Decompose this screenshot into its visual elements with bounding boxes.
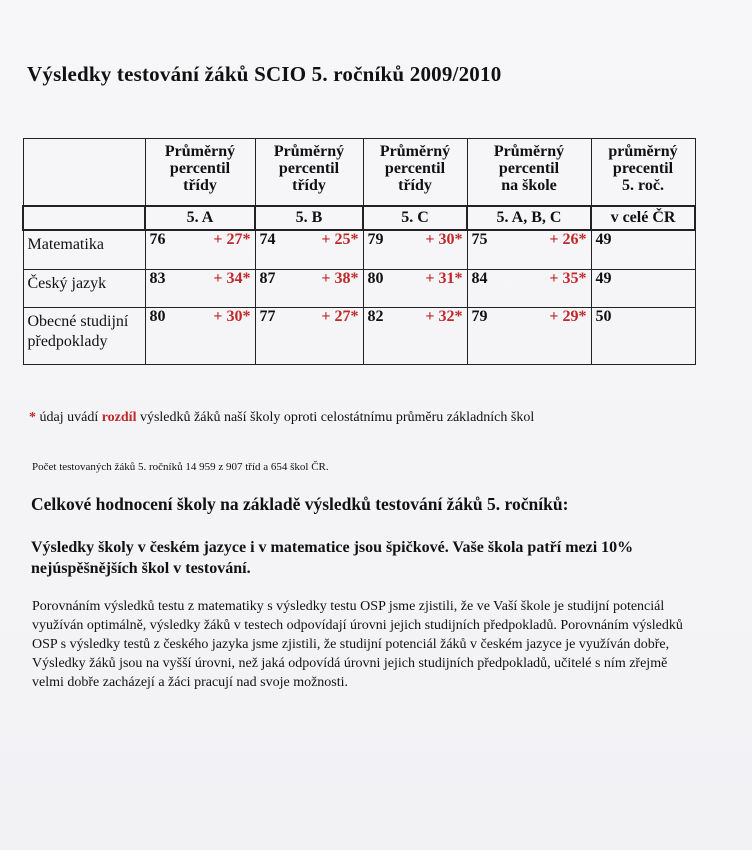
value-cell (363, 308, 467, 365)
tested-count-text: Počet testovaných žáků 5. ročníků 14 959 z 907 tříd a 654 škol ČR. (32, 461, 329, 473)
header-cell-cr (591, 139, 695, 207)
difference-value: + 26* (549, 231, 587, 248)
table-header-row (23, 139, 695, 207)
value-cell (467, 230, 591, 270)
table-row-matematika (23, 230, 695, 270)
percentile-value: 82 (367, 308, 384, 325)
percentile-value: 77 (259, 308, 276, 325)
header-line: percentil (384, 160, 446, 177)
difference-value: + 32* (425, 308, 463, 325)
header-line: Průměrný (493, 143, 565, 160)
table-row-osp (23, 308, 695, 365)
header-cell-school (467, 139, 591, 207)
value-cell (255, 308, 363, 365)
header-line: průměrný (608, 143, 678, 160)
header-line: třídy (292, 177, 326, 194)
paragraph-text: Porovnáním výsledků testu z matematiky s výsledky testu OSP jsme zjistili, že ve Vaší škole je studijní potenciál využíván optimálně, výsledky žáků v testech odpovídají úrovni jejich studijních předpokladů. Porovnáním výsledků OSP s výsledky testů z českého jazyka jsme zjistili, že studijní potenciál žáků v českém jazyce je využíván dobře, Výsledky žáků jsou na vyšší úrovni, než jaká odpovídá úrovni jejich studijních předpokladů, učitelé s ním zřejmě velmi dobře zacházejí a žáci pracují nad svoje možnosti. (32, 599, 683, 690)
class-label: v celé ČR (591, 206, 695, 230)
value-cell (145, 308, 255, 365)
value-cell (591, 230, 695, 270)
percentile-value: 84 (471, 270, 488, 287)
header-line: třídy (398, 177, 432, 194)
header-line: Průměrný (379, 143, 451, 160)
value-cell (145, 230, 255, 270)
difference-value: + 38* (321, 270, 359, 287)
percentile-value: 79 (471, 308, 488, 325)
evaluation-subheading: Výsledky školy v českém jazyce i v matematice jsou špičkové. Vaše škola patří mezi 10% nejúspěšnějších škol v testování. (31, 539, 634, 577)
subject-label: Český jazyk (23, 270, 145, 308)
difference-value: + 30* (425, 231, 463, 248)
percentile-value: 83 (149, 270, 166, 287)
percentile-value: 87 (259, 270, 276, 287)
footnote-highlight: rozdíl (101, 410, 137, 425)
value-cell (591, 270, 695, 308)
value-cell (467, 270, 591, 308)
difference-value: + 31* (425, 270, 463, 287)
page-title: Výsledky testování žáků SCIO 5. ročníků 2009/2010 (27, 62, 502, 86)
class-empty-cell (23, 206, 145, 230)
percentile-value: 80 (149, 308, 166, 325)
difference-value: + 30* (213, 308, 251, 325)
value-cell (145, 270, 255, 308)
header-cell-5b (255, 139, 363, 207)
header-line: percentil (498, 160, 560, 177)
class-label: 5. B (255, 206, 363, 230)
percentile-value: 75 (471, 231, 488, 248)
difference-value: + 27* (321, 308, 359, 325)
value-cell (363, 270, 467, 308)
class-label: 5. C (363, 206, 467, 230)
percentile-value: 79 (367, 231, 384, 248)
value-cell (591, 308, 695, 365)
header-line: Průměrný (273, 143, 345, 160)
percentile-value: 49 (595, 270, 612, 287)
difference-value: + 34* (213, 270, 251, 287)
header-line: precentil (612, 160, 674, 177)
value-cell (255, 230, 363, 270)
percentile-value: 80 (367, 270, 384, 287)
footnote-star: * (29, 410, 36, 425)
header-cell-5a (145, 139, 255, 207)
table-row-cesky-jazyk (23, 270, 695, 308)
value-cell (363, 230, 467, 270)
header-line: třídy (183, 177, 217, 194)
subject-label: Obecné studijní předpoklady (23, 308, 145, 365)
difference-value: + 35* (549, 270, 587, 287)
difference-value: + 29* (549, 308, 587, 325)
percentile-value: 76 (149, 231, 166, 248)
footnote-text-pre: údaj uvádí (36, 410, 102, 425)
difference-value: + 25* (321, 231, 359, 248)
header-line: percentil (169, 160, 231, 177)
header-line: Průměrný (164, 143, 236, 160)
subject-label: Matematika (23, 230, 145, 270)
header-cell-5c (363, 139, 467, 207)
difference-value: + 27* (213, 231, 251, 248)
header-empty-cell (23, 139, 145, 207)
footnote (29, 410, 534, 426)
table-class-row (23, 206, 695, 230)
class-label: 5. A, B, C (467, 206, 591, 230)
percentile-value: 50 (595, 308, 612, 325)
percentile-value: 49 (595, 231, 612, 248)
value-cell (467, 308, 591, 365)
header-line: percentil (278, 160, 340, 177)
class-label: 5. A (145, 206, 255, 230)
value-cell (255, 270, 363, 308)
results-table (22, 138, 696, 365)
evaluation-heading: Celkové hodnocení školy na základě výsledků testování žáků 5. ročníků: (31, 494, 569, 514)
header-line: 5. roč. (622, 177, 664, 194)
evaluation-paragraph (32, 597, 700, 692)
header-line: na škole (501, 177, 557, 194)
footnote-text-post: výsledků žáků naší školy oproti celostátnímu průměru základních škol (136, 410, 535, 425)
percentile-value: 74 (259, 231, 276, 248)
